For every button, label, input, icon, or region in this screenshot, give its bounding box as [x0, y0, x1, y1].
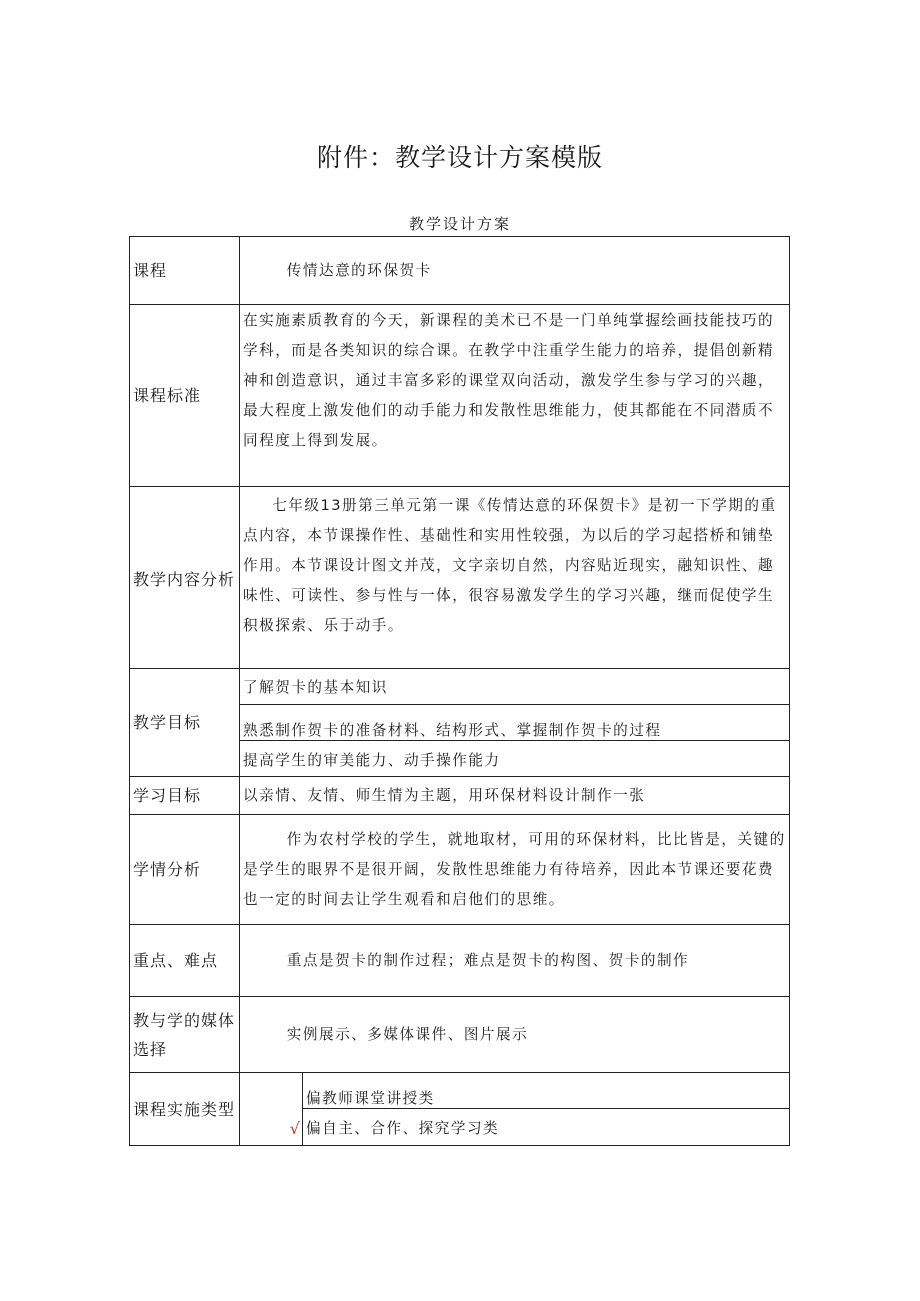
course-type-option: 偏教师课堂讲授类 — [303, 1073, 789, 1109]
content-analysis-text: 七年级13册第三单元第一课《传情达意的环保贺卡》是初一下学期的重点内容，本节课操作性、基础性和实用性较强，为以后的学习起搭桥和铺垫作用。本节课设计图文并茂，文字亲切自然，内容贴近现实，融知识性、趣味性、可读性、参与性与一体，很容易激发学生的学习兴趣，继而促使学生积极探索、乐于动手。 — [243, 497, 777, 634]
value-course-cell — [240, 237, 789, 304]
label-course-type: 课程实施类型 — [130, 1073, 240, 1145]
row-learning-goals — [130, 777, 789, 815]
course-type-options — [303, 1073, 789, 1145]
row-media-selection — [130, 997, 789, 1073]
label-course-standard: 课程标准 — [130, 305, 240, 486]
row-content-analysis — [130, 487, 789, 669]
media-selection-text: 实例展示、多媒体课件、图片展示 — [286, 1025, 529, 1043]
course-type-option: 偏自主、合作、探究学习类 — [306, 1119, 500, 1137]
course-standard-text: 在实施素质教育的今天，新课程的美术已不是一门单纯掌握绘画技能技巧的学科，而是各类知识的综合课。在教学中注重学生能力的培养，提倡创新精神和创造意识，通过丰富多彩的课堂双向活动，激发学生参与学习的兴趣，最大程度上激发他们的动手能力和发散性思维能力，使其都能在不同潜质不同程度上得到发展。 — [243, 312, 775, 449]
label-media-selection: 教与学的媒体选择 — [130, 997, 240, 1072]
label-course: 课程 — [130, 237, 240, 304]
key-points-text: 重点是贺卡的制作过程；难点是贺卡的构图、贺卡的制作 — [286, 951, 690, 969]
row-course-type — [130, 1073, 789, 1145]
learning-goals-text: 以亲情、友情、师生情为主题，用环保材料设计制作一张 — [243, 786, 646, 804]
row-key-points — [130, 925, 789, 997]
document-title: 附件：教学设计方案模版 — [316, 143, 603, 172]
row-learner-analysis — [130, 815, 789, 925]
label-teaching-goals: 教学目标 — [130, 669, 240, 776]
row-course-standard — [130, 305, 789, 487]
row-course — [130, 237, 789, 305]
value-teaching-goals-cell — [240, 669, 789, 776]
teaching-goal-item: 提高学生的审美能力、动手操作能力 — [243, 751, 501, 769]
value-course-type-cell — [240, 1073, 789, 1145]
value-learning-goals-cell — [240, 777, 789, 814]
value-content-analysis-cell — [240, 487, 789, 668]
value-course-standard-cell — [240, 305, 789, 486]
label-key-points: 重点、难点 — [130, 925, 240, 996]
row-teaching-goals — [130, 669, 789, 777]
value-media-selection-cell — [240, 997, 789, 1072]
table-title: 教学设计方案 — [408, 215, 511, 233]
course-name: 传情达意的环保贺卡 — [286, 261, 432, 279]
value-learner-analysis-cell — [240, 815, 789, 924]
label-learning-goals: 学习目标 — [130, 777, 240, 814]
value-key-points-cell — [240, 925, 789, 996]
learner-analysis-text: 作为农村学校的学生，就地取材，可用的环保材料，比比皆是，关键的是学生的眼界不是很开阔，发散性思维能力有待培养，因此本节课还要花费也一定的时间去让学生观看和启他们的思维。 — [243, 830, 786, 908]
design-form-table — [129, 236, 790, 1146]
check-column — [240, 1073, 303, 1145]
label-learner-analysis: 学情分析 — [130, 815, 240, 924]
teaching-goal-item: 熟悉制作贺卡的准备材料、结构形式、掌握制作贺卡的过程 — [240, 705, 789, 741]
teaching-goal-item: 了解贺卡的基本知识 — [240, 669, 789, 705]
checkmark-icon: √ — [289, 1119, 300, 1138]
label-content-analysis: 教学内容分析 — [130, 487, 240, 668]
